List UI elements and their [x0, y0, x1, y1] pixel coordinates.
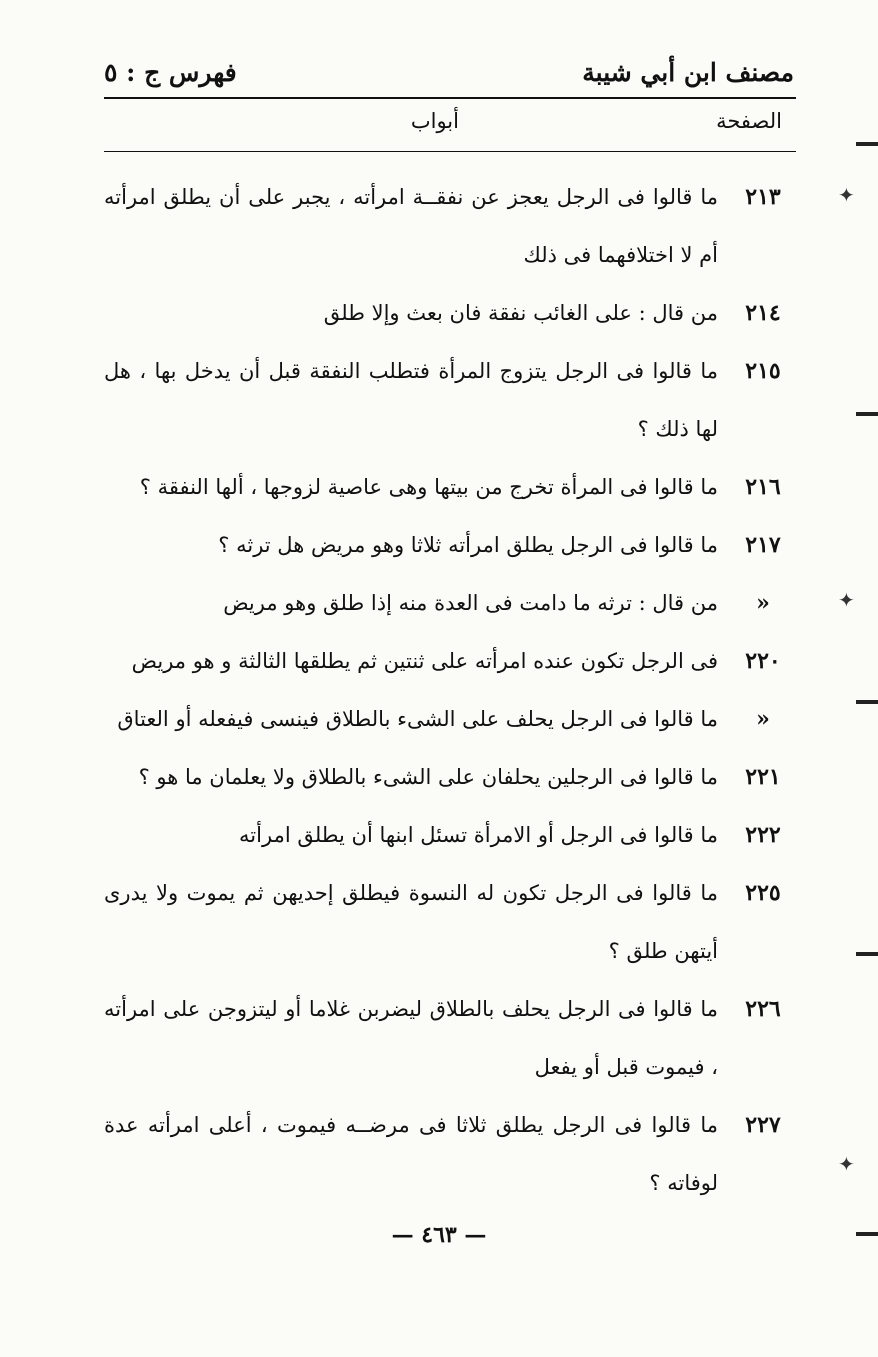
entry-title: ما قالوا فى الرجل يعجز عن نفقــة امرأته ، يجبر على أن يطلق امرأته أم لا اختلافهما فى ذلك: [104, 185, 718, 267]
entry-ditto-mark: «: [756, 706, 770, 732]
entry-title: ما قالوا فى الرجل يتزوج المرأة فتطلب النفقة قبل أن يدخل بها ، هل لها ذلك ؟: [104, 359, 718, 441]
registration-mark-icon: ✦: [838, 588, 855, 612]
entry-title: ما قالوا فى الرجل أو الامرأة تسئل ابنها أن يطلق امرأته: [239, 823, 718, 847]
entry-title: ما قالوا فى الرجل تكون له النسوة فيطلق إحديهن ثم يموت ولا يدرى أيتهن طلق ؟: [104, 881, 718, 963]
index-label: فهرس ج : ٥: [104, 57, 237, 87]
column-headings: [104, 107, 794, 143]
entry-title: فى الرجل تكون عنده امرأته على ثنتين ثم يطلقها الثالثة و هو مريض: [131, 649, 718, 673]
margin-mark: [856, 700, 878, 704]
margin-mark: [856, 142, 878, 146]
index-entry: [104, 342, 794, 458]
index-entry: [104, 980, 794, 1096]
page-folio: — ٤٦٣ —: [391, 1222, 487, 1248]
entry-page-number: ٢٢٧: [745, 1112, 781, 1138]
entry-ditto-mark: «: [756, 590, 770, 616]
entry-title: ما قالوا فى الرجل يحلف بالطلاق ليضربن غلاما أو ليتزوجن على امرأته ، فيموت قبل أو يفعل: [104, 997, 718, 1079]
registration-mark-icon: ✦: [838, 1152, 855, 1176]
entry-page-number: ٢٢٠: [745, 648, 781, 674]
entry-page-number: ٢٢١: [745, 764, 781, 790]
index-entry: [104, 458, 794, 516]
entry-page-number: ٢٢٥: [745, 880, 781, 906]
index-entry: [104, 516, 794, 574]
header-rule: [104, 97, 796, 99]
index-entry: [104, 1096, 794, 1212]
entry-title: من قال : على الغائب نفقة فان بعث وإلا طلق: [323, 301, 718, 325]
index-entries: [104, 168, 794, 1212]
index-entry: [104, 284, 794, 342]
margin-mark: [856, 412, 878, 416]
registration-mark-icon: ✦: [838, 183, 855, 207]
index-entry: [104, 806, 794, 864]
entry-page-number: ٢١٧: [745, 532, 781, 558]
entry-page-number: ٢٢٦: [745, 996, 781, 1022]
index-entry: [104, 574, 794, 632]
entry-page-number: ٢١٦: [745, 474, 781, 500]
index-entry: [104, 168, 794, 284]
index-entry: [104, 690, 794, 748]
running-head: [104, 50, 794, 94]
column-heading-chapters: أبواب: [410, 109, 459, 133]
entry-page-number: ٢٢٢: [745, 822, 781, 848]
entry-title: ما قالوا فى الرجل يحلف على الشىء بالطلاق فينسى فيفعله أو العتاق: [117, 707, 718, 731]
entry-page-number: ٢١٤: [745, 300, 781, 326]
entry-title: ما قالوا فى المرأة تخرج من بيتها وهى عاصية لزوجها ، ألها النفقة ؟: [139, 475, 718, 499]
entry-title: من قال : ترثه ما دامت فى العدة منه إذا طلق وهو مريض: [223, 591, 718, 615]
entry-title: ما قالوا فى الرجلين يحلفان على الشىء بالطلاق ولا يعلمان ما هو ؟: [138, 765, 718, 789]
book-title: مصنف ابن أبي شيبة: [582, 57, 794, 87]
index-entry: [104, 748, 794, 806]
index-entry: [104, 632, 794, 690]
margin-mark: [856, 952, 878, 956]
entry-title: ما قالوا فى الرجل يطلق ثلاثا فى مرضــه فيموت ، أعلى امرأته عدة لوفاته ؟: [104, 1113, 718, 1195]
index-entry: [104, 864, 794, 980]
entry-title: ما قالوا فى الرجل يطلق امرأته ثلاثا وهو مريض هل ترثه ؟: [218, 533, 718, 557]
entry-page-number: ٢١٥: [745, 358, 781, 384]
margin-mark: [856, 1232, 878, 1236]
column-rule: [104, 151, 796, 152]
column-heading-page: الصفحة: [716, 109, 782, 133]
entry-page-number: ٢١٣: [745, 184, 781, 210]
